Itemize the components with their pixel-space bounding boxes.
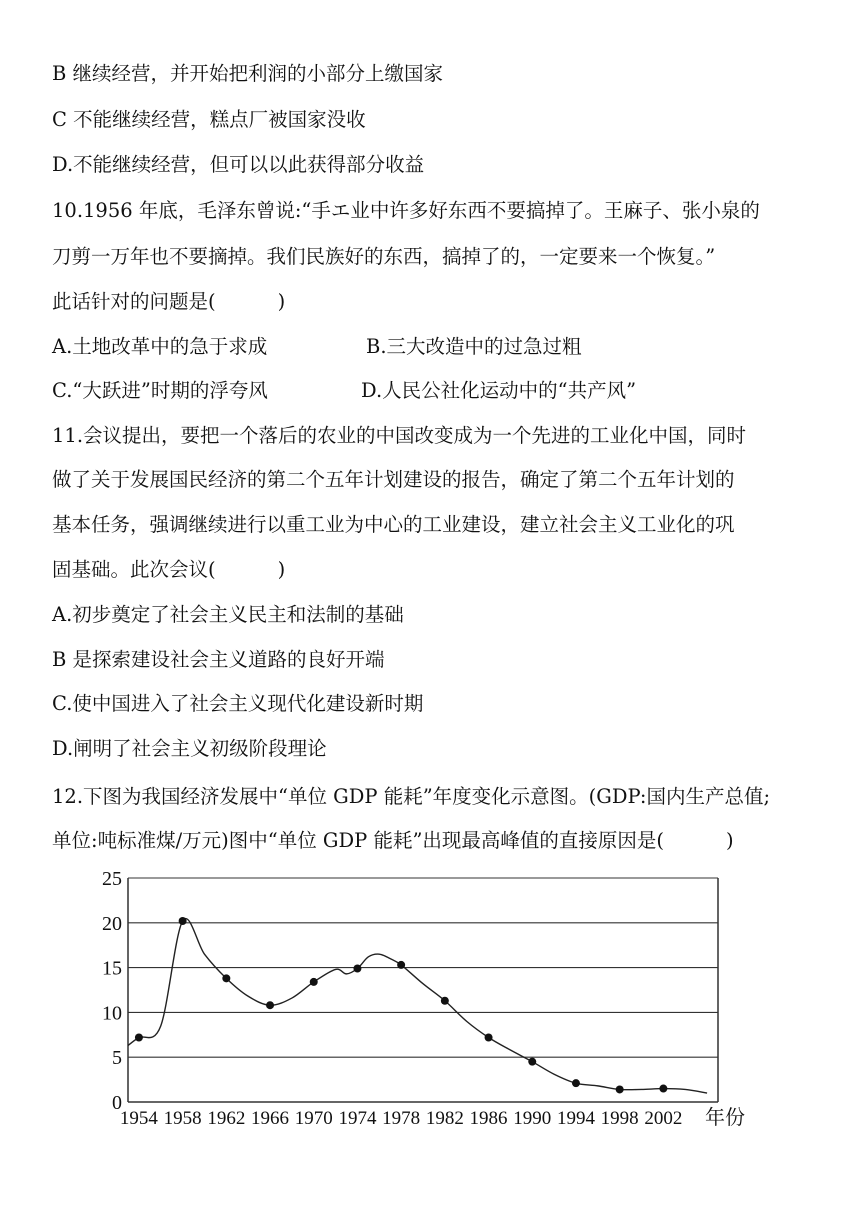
data-point [266, 1001, 274, 1009]
y-tick-label: 0 [112, 1092, 122, 1114]
y-tick-labels [102, 868, 122, 1114]
x-tick-label: 2002 [644, 1108, 683, 1129]
q12-stem-line1: 12.下图为我国经济发展中“单位 GDP 能耗”年度变化示意图。(GDP:国内生产总值; [52, 785, 771, 808]
q11-stem-line2: 做了关于发展国民经济的第二个五年计划建设的报告，确定了第二个五年计划的 [52, 468, 735, 491]
x-tick-label: 1982 [425, 1108, 464, 1129]
x-tick-label: 1970 [294, 1108, 333, 1129]
q10-stem-line3: 此话针对的问题是( ) [52, 290, 286, 313]
q10-option-b: B.三大改造中的过急过粗 [366, 335, 582, 358]
q9-option-b: B 继续经营，并开始把利润的小部分上缴国家 [52, 62, 444, 85]
q11-option-b: B 是探索建设社会主义道路的良好开端 [52, 648, 385, 671]
data-markers [135, 917, 667, 1093]
q9-option-d: D.不能继续经营，但可以以此获得部分收益 [52, 153, 425, 176]
y-tick-label: 20 [102, 912, 122, 935]
q11-stem-line1: 11.会议提出，要把一个落后的农业的中国改变成为一个先进的工业化中国，同时 [52, 424, 747, 447]
q11-option-a: A.初步奠定了社会主义民主和法制的基础 [52, 603, 404, 626]
data-point [179, 917, 187, 925]
q10-option-d: D.人民公社化运动中的“共产风” [361, 379, 637, 402]
x-tick-label: 1966 [251, 1108, 290, 1129]
q10-option-c: C.“大跃进”时期的浮夸风 [52, 379, 268, 402]
data-point [616, 1085, 624, 1093]
x-tick-label: 1986 [469, 1108, 508, 1129]
data-point [222, 974, 230, 982]
q10-option-a: A.土地改革中的急于求成 [52, 335, 268, 358]
data-point [397, 961, 405, 969]
x-tick-label: 1990 [513, 1108, 552, 1129]
q11-stem-line4: 固基础。此次会议( ) [52, 558, 286, 581]
q12-stem-line2: 单位:吨标准煤/万元)图中“单位 GDP 能耗”出现最高峰值的直接原因是( ) [52, 829, 734, 852]
data-point [441, 997, 449, 1005]
data-point [485, 1033, 493, 1041]
data-point [353, 964, 361, 972]
q9-option-c: C 不能继续经营，糕点厂被国家没收 [52, 108, 366, 131]
x-tick-label: 1958 [163, 1108, 202, 1129]
data-point [528, 1058, 536, 1066]
x-tick-label: 1974 [338, 1108, 377, 1129]
x-tick-label: 1994 [556, 1108, 595, 1129]
q11-option-d: D.闸明了社会主义初级阶段理论 [52, 737, 327, 760]
x-axis-label: 年份 [705, 1107, 745, 1129]
q10-stem-line2: 刀剪一万年也不要摘掉。我们民族好的东西，搞掉了的，一定要来一个恢复。” [52, 245, 716, 268]
x-tick-label: 1954 [119, 1108, 158, 1129]
data-point [572, 1079, 580, 1087]
energy-line [128, 919, 707, 1093]
q11-option-c: C.使中国进入了社会主义现代化建设新时期 [52, 692, 424, 715]
x-tick-labels [120, 1108, 682, 1129]
energy-per-gdp-chart [95, 862, 785, 1142]
y-tick-label: 25 [102, 868, 122, 890]
data-point [659, 1085, 667, 1093]
x-tick-label: 1978 [382, 1108, 421, 1129]
x-tick-label: 1998 [600, 1108, 639, 1129]
data-point [310, 978, 318, 986]
data-point [135, 1033, 143, 1041]
grid-lines [128, 878, 718, 1102]
q11-stem-line3: 基本任务，强调继续进行以重工业为中心的工业建设，建立社会主义工业化的巩 [52, 513, 735, 536]
y-tick-label: 5 [112, 1047, 122, 1070]
y-tick-label: 15 [102, 957, 122, 980]
q10-stem-line1: 10.1956 年底，毛泽东曾说:“手エ业中许多好东西不要搞掉了。王麻子、张小泉的 [52, 199, 760, 222]
x-tick-label: 1962 [207, 1108, 246, 1129]
y-tick-label: 10 [102, 1002, 122, 1025]
